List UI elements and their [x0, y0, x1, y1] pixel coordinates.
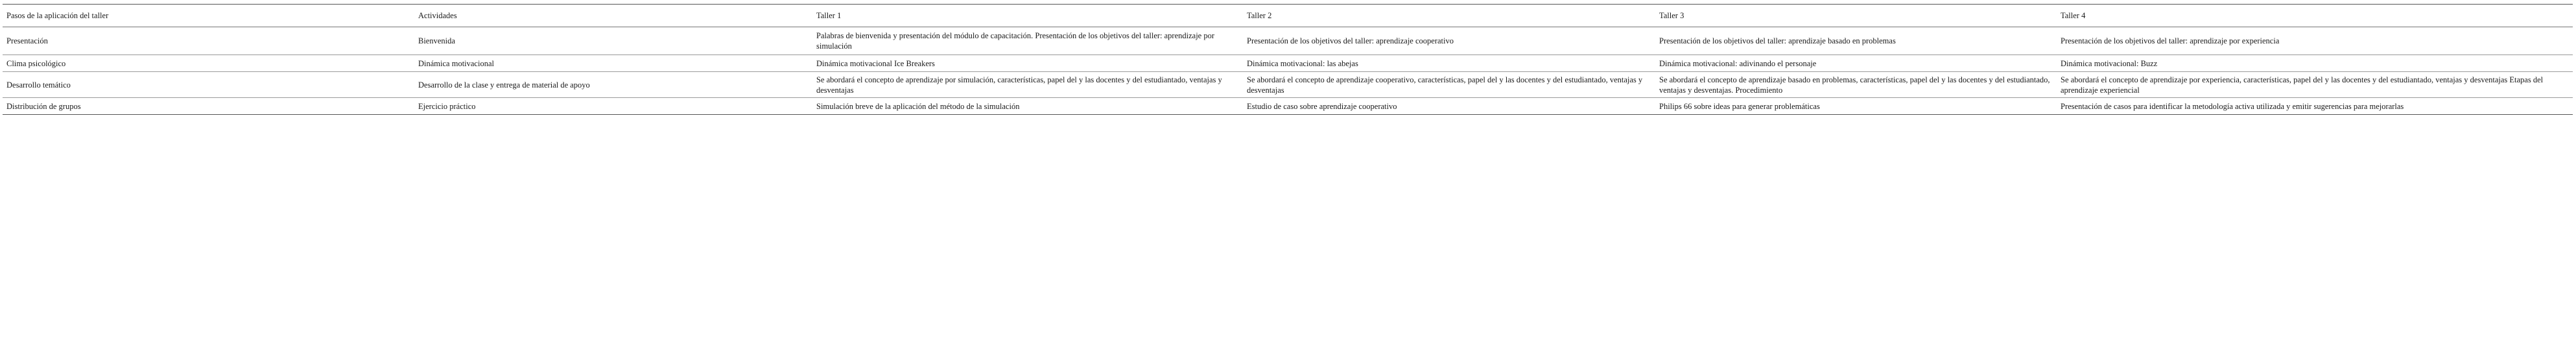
table-cell: Presentación	[3, 27, 414, 55]
table-cell: Clima psicológico	[3, 55, 414, 72]
table-cell: Se abordará el concepto de aprendizaje basado en problemas, características, papel del y las docentes y del estudiantado, ventajas y desventajas. Procedimiento	[1655, 72, 2057, 98]
table-cell: Desarrollo temático	[3, 72, 414, 98]
table-cell: Presentación de los objetivos del taller: aprendizaje basado en problemas	[1655, 27, 2057, 55]
table-row	[3, 27, 2573, 55]
table-row	[3, 72, 2573, 98]
header-cell-workshop-1: Taller 1	[812, 5, 1243, 27]
workshop-table-container	[3, 4, 2573, 115]
table-cell: Se abordará el concepto de aprendizaje por experiencia, características, papel del y las docentes y del estudiantado, ventajas y desventajas Etapas del aprendizaje experiencial	[2057, 72, 2573, 98]
header-cell-workshop-3: Taller 3	[1655, 5, 2057, 27]
table-cell: Dinámica motivacional: Buzz	[2057, 55, 2573, 72]
table-cell: Estudio de caso sobre aprendizaje cooperativo	[1243, 98, 1655, 115]
table-cell: Dinámica motivacional: las abejas	[1243, 55, 1655, 72]
table-cell: Presentación de los objetivos del taller: aprendizaje por experiencia	[2057, 27, 2573, 55]
table-cell: Dinámica motivacional	[414, 55, 812, 72]
workshop-steps-table	[3, 4, 2573, 115]
table-cell: Presentación de casos para identificar la metodología activa utilizada y emitir sugerencias para mejorarlas	[2057, 98, 2573, 115]
table-cell: Desarrollo de la clase y entrega de material de apoyo	[414, 72, 812, 98]
table-row	[3, 55, 2573, 72]
header-cell-steps: Pasos de la aplicación del taller	[3, 5, 414, 27]
header-cell-workshop-4: Taller 4	[2057, 5, 2573, 27]
header-cell-workshop-2: Taller 2	[1243, 5, 1655, 27]
table-cell: Presentación de los objetivos del taller: aprendizaje cooperativo	[1243, 27, 1655, 55]
table-cell: Ejercicio práctico	[414, 98, 812, 115]
table-cell: Se abordará el concepto de aprendizaje cooperativo, características, papel del y las docentes y del estudiantado, ventajas y desventajas	[1243, 72, 1655, 98]
table-cell: Bienvenida	[414, 27, 812, 55]
table-cell: Simulación breve de la aplicación del método de la simulación	[812, 98, 1243, 115]
table-cell: Philips 66 sobre ideas para generar problemáticas	[1655, 98, 2057, 115]
table-row	[3, 98, 2573, 115]
table-header-row	[3, 5, 2573, 27]
table-cell: Dinámica motivacional Ice Breakers	[812, 55, 1243, 72]
table-cell: Dinámica motivacional: adivinando el personaje	[1655, 55, 2057, 72]
table-cell: Se abordará el concepto de aprendizaje por simulación, características, papel del y las docentes y del estudiantado, ventajas y desventajas	[812, 72, 1243, 98]
table-cell: Palabras de bienvenida y presentación del módulo de capacitación. Presentación de los objetivos del taller: aprendizaje por simulación	[812, 27, 1243, 55]
header-cell-activities: Actividades	[414, 5, 812, 27]
table-cell: Distribución de grupos	[3, 98, 414, 115]
